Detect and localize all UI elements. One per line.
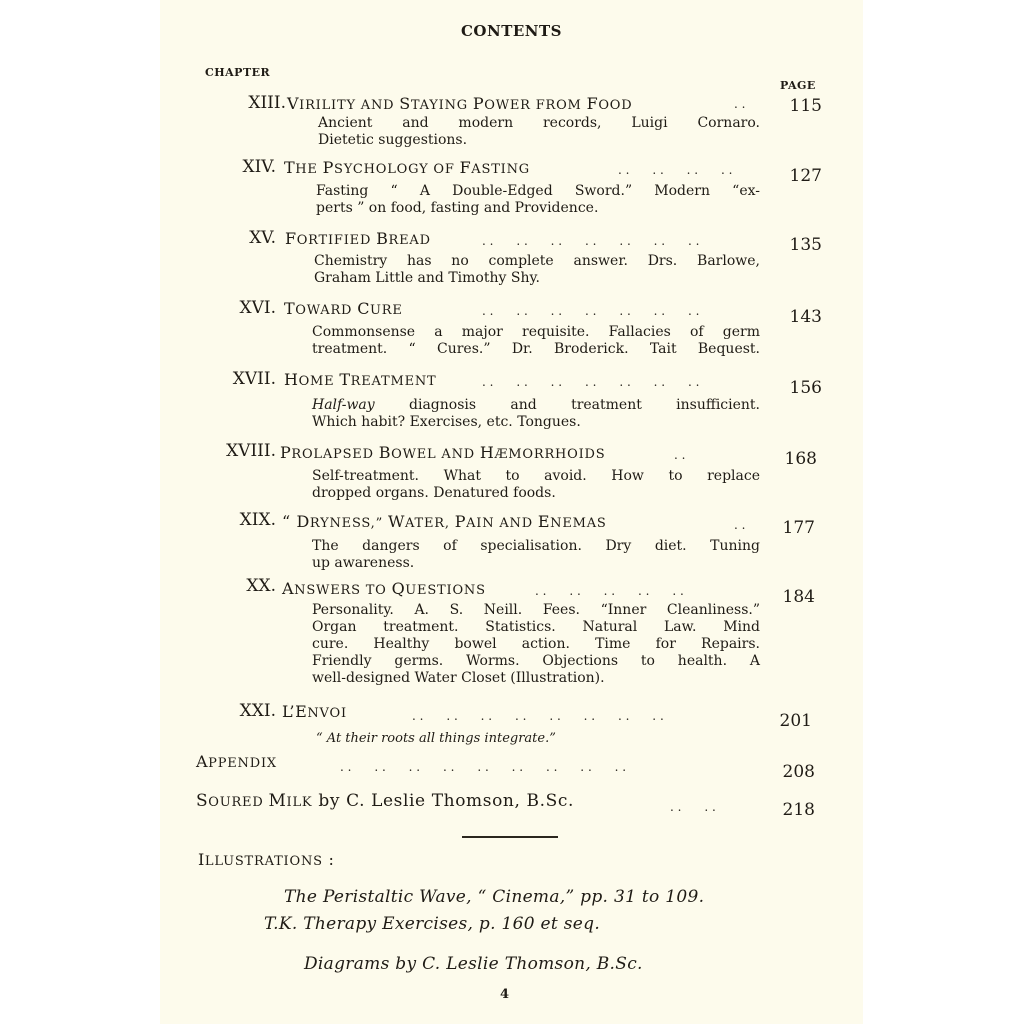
chapter-title: “ DRYNESS,” WATER, PAIN AND ENEMAS bbox=[282, 512, 607, 531]
appendix-title: APPENDIX bbox=[196, 752, 277, 771]
page-number: 201 bbox=[779, 711, 812, 731]
page-number: 208 bbox=[782, 762, 815, 782]
chapter-number: XXI. bbox=[239, 701, 276, 721]
chapter-description: Fasting “ A Double-Edged Sword.” Modern “ex- perts ” on food, fasting and Providence. bbox=[316, 183, 760, 216]
book-page bbox=[160, 0, 863, 1024]
chapter-epigraph: “ At their roots all things integrate.” bbox=[316, 731, 556, 746]
chapter-title: VIRILITY AND STAYING POWER FROM FOOD bbox=[287, 94, 633, 113]
leader-dots: . . . . . . . . . . . . . . bbox=[482, 234, 700, 248]
chapter-title: TOWARD CURE bbox=[284, 299, 403, 318]
chapter-description: Chemistry has no complete answer. Drs. Barlowe, Graham Little and Timothy Shy. bbox=[314, 253, 760, 286]
chapter-number: XVIII. bbox=[226, 441, 276, 461]
chapter-title: ANSWERS TO QUESTIONS bbox=[282, 579, 486, 598]
leader-dots: . . . . . . . . . . . . . . bbox=[482, 304, 700, 318]
illustration-line: The Peristaltic Wave, “ Cinema,” pp. 31 to 109. bbox=[284, 887, 705, 907]
chapter-column-header: CHAPTER bbox=[205, 66, 271, 79]
leader-dots: . . . . . . . . bbox=[618, 163, 733, 177]
folio-page-number: 4 bbox=[500, 987, 510, 1002]
chapter-title: HOME TREATMENT bbox=[284, 370, 437, 389]
chapter-title: L’ENVOI bbox=[282, 702, 347, 721]
chapter-description: Commonsense a major requisite. Fallacies of germ treatment. “ Cures.” Dr. Broderick. Tait Bequest. bbox=[312, 324, 760, 357]
chapter-number: XIII. bbox=[248, 93, 286, 113]
diagrams-credit: Diagrams by C. Leslie Thomson, B.Sc. bbox=[304, 954, 643, 974]
leader-dots: . . bbox=[734, 97, 746, 111]
chapter-number: XVI. bbox=[239, 298, 276, 318]
leader-dots: . . . . . . . . . . . . . . . . bbox=[412, 709, 664, 723]
leader-dots: . . bbox=[734, 518, 746, 532]
page-column-header: PAGE bbox=[780, 79, 816, 92]
divider-rule bbox=[462, 836, 558, 838]
illustration-line: T.K. Therapy Exercises, p. 160 et seq. bbox=[264, 914, 601, 934]
page-number: 168 bbox=[784, 449, 817, 469]
chapter-description: The dangers of specialisation. Dry diet. Tuning up awareness. bbox=[312, 538, 760, 571]
page-number: 127 bbox=[789, 166, 822, 186]
illustrations-heading: ILLUSTRATIONS : bbox=[198, 850, 335, 869]
page-title: CONTENTS bbox=[460, 22, 563, 40]
soured-milk-title: SOURED MILK by C. Leslie Thomson, B.Sc. bbox=[196, 791, 574, 811]
page-number: 156 bbox=[789, 378, 822, 398]
chapter-title: PROLAPSED BOWEL AND HÆMORRHOIDS bbox=[280, 443, 606, 462]
chapter-number: XVII. bbox=[232, 369, 276, 389]
chapter-title: THE PSYCHOLOGY OF FASTING bbox=[284, 158, 530, 177]
chapter-title: FORTIFIED BREAD bbox=[285, 229, 431, 248]
leader-dots: . . . . bbox=[670, 800, 716, 814]
leader-dots: . . . . . . . . . . . . . . bbox=[482, 375, 700, 389]
chapter-description: Ancient and modern records, Luigi Cornaro. Dietetic suggestions. bbox=[318, 115, 760, 148]
page-number: 184 bbox=[782, 587, 815, 607]
chapter-description: Self-treatment. What to avoid. How to replace dropped organs. Denatured foods. bbox=[312, 468, 760, 501]
leader-dots: . . . . . . . . . . bbox=[535, 584, 684, 598]
chapter-number: XIV. bbox=[242, 157, 276, 177]
page-number: 143 bbox=[789, 307, 822, 327]
leader-dots: . . . . . . . . . . . . . . . . . . bbox=[340, 760, 627, 774]
page-number: 115 bbox=[789, 96, 822, 116]
chapter-number: XX. bbox=[246, 576, 276, 596]
leader-dots: . . bbox=[674, 448, 686, 462]
chapter-number: XV. bbox=[249, 228, 276, 248]
page-number: 177 bbox=[782, 518, 815, 538]
chapter-number: XIX. bbox=[239, 510, 276, 530]
chapter-description: Half-way diagnosis and treatment insufficient. Which habit? Exercises, etc. Tongues. bbox=[312, 397, 760, 430]
page-number: 218 bbox=[782, 800, 815, 820]
page-number: 135 bbox=[789, 235, 822, 255]
chapter-description: Personality. A. S. Neill. Fees. “Inner Cleanliness.” Organ treatment. Statistics. Natural Law. Mind cure. Healthy bowel action. Time for Repairs. Friendly germs. Worms. Objections to health. A well-designed Water Closet (Illustration). bbox=[312, 602, 760, 686]
